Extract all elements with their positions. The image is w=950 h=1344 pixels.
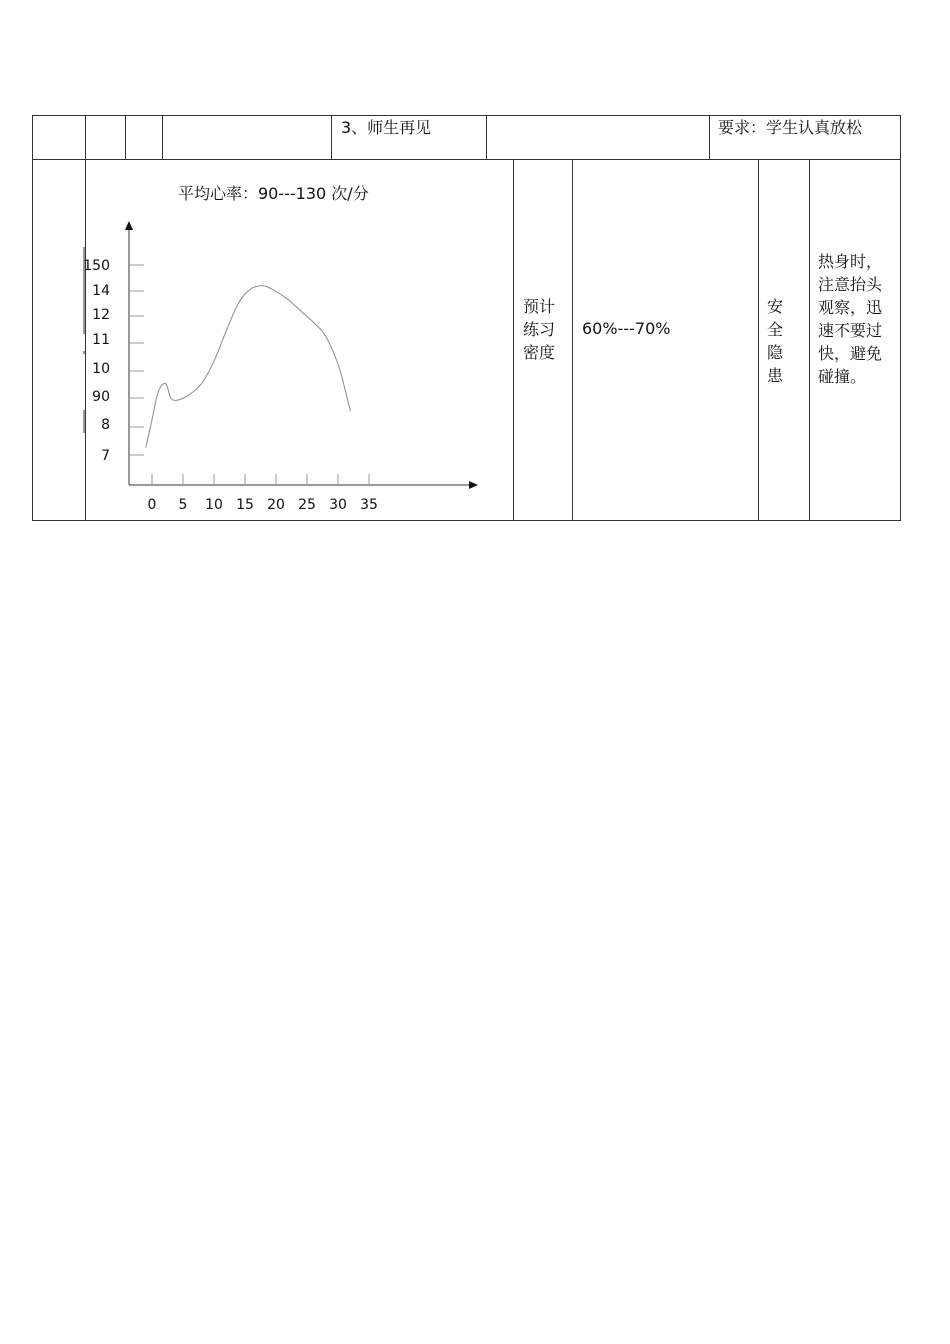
- x-tick-label: 25: [298, 497, 316, 513]
- safety-text-line: 碰撞。: [818, 367, 867, 386]
- table-border-left: [32, 115, 33, 521]
- row2-divider: [513, 159, 514, 521]
- row1-divider: [709, 115, 710, 159]
- row2-divider: [572, 159, 573, 521]
- density-value: 60%---70%: [582, 319, 671, 338]
- x-tick-label: 15: [236, 497, 254, 513]
- x-tick-label: 0: [147, 497, 157, 513]
- x-tick-label: 20: [267, 497, 285, 513]
- safety-text-line: 注意抬头: [818, 275, 883, 294]
- safety-label: [767, 295, 783, 387]
- heart-rate-curve: [146, 286, 351, 448]
- row2-divider: [809, 159, 810, 521]
- y-tick-label: 90: [92, 389, 110, 405]
- y-axis-arrow-icon: [125, 221, 133, 230]
- row1-divider: [331, 115, 332, 159]
- y-tick-label: 14: [92, 283, 110, 299]
- density-label: [523, 295, 555, 364]
- safety-text-line: 速不要过: [818, 321, 883, 340]
- safety-text-line: 观察，迅: [818, 298, 883, 317]
- row1-divider: [162, 115, 163, 159]
- safety-label-line: 患: [767, 366, 784, 385]
- x-axis-arrow-icon: [469, 481, 478, 489]
- safety-label-line: 隐: [767, 343, 784, 362]
- row1-divider: [486, 115, 487, 159]
- safety-label-line: 全: [767, 320, 784, 339]
- y-tick-label: 11: [92, 332, 110, 348]
- density-label-line: 预计: [523, 297, 556, 316]
- requirement-text: 要求：学生认真放松: [718, 118, 863, 137]
- table-row-divider: [32, 159, 901, 160]
- y-tick-label: 7: [101, 448, 110, 464]
- table-border-right: [900, 115, 901, 521]
- y-tick-label: 12: [92, 307, 110, 323]
- step-text: 3、师生再见: [341, 118, 432, 137]
- chart-title: 平均心率：90---130 次/分: [178, 184, 369, 203]
- row1-divider: [85, 115, 86, 159]
- y-tick-label: 10: [92, 361, 110, 377]
- safety-text-line: 快，避免: [818, 344, 883, 363]
- safety-text: [818, 250, 882, 388]
- safety-label-line: 安: [767, 297, 784, 316]
- y-tick-label: 150: [83, 258, 110, 274]
- y-tick-label: 8: [101, 417, 110, 433]
- heart-rate-chart: [82, 215, 502, 515]
- row1-divider: [125, 115, 126, 159]
- x-tick-label: 10: [205, 497, 223, 513]
- table-border-bottom: [32, 520, 901, 521]
- x-tick-label: 35: [360, 497, 378, 513]
- safety-text-line: 热身时，: [818, 252, 883, 271]
- density-label-line: 练习: [523, 320, 556, 339]
- density-label-line: 密度: [523, 343, 556, 362]
- row2-divider: [758, 159, 759, 521]
- x-tick-label: 5: [178, 497, 188, 513]
- x-tick-label: 30: [329, 497, 347, 513]
